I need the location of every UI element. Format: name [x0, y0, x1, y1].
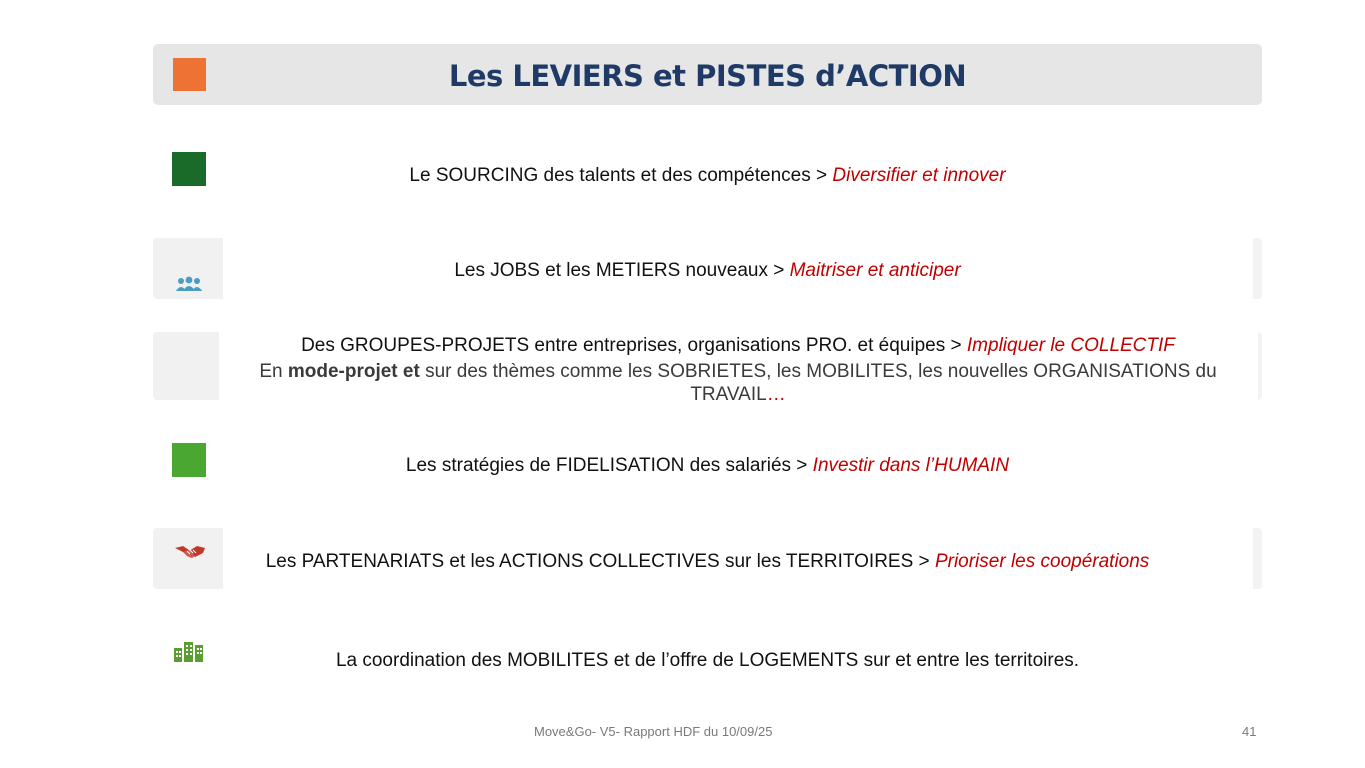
row-groupes-sub-rest: sur des thèmes comme les SOBRIETES, les MOBILITES, les nouvelles ORGANISATIONS du TRAVAIL [419, 361, 1217, 405]
row-fidelisation-text [153, 455, 1262, 477]
row-groupes-subtext [223, 360, 1253, 406]
row-fidelisation-label: Les stratégies de FIDELISATION des salariés > [405, 455, 813, 476]
row-groupes-projets [153, 332, 1262, 405]
page-number: 41 [1242, 724, 1257, 739]
row-sourcing [153, 140, 1262, 210]
row-jobs-accent: Maitriser et anticiper [789, 260, 961, 281]
footer-source: Move&Go- V5- Rapport HDF du 10/09/25 [534, 724, 773, 739]
row-partenariats-accent: Prioriser les coopérations [934, 551, 1150, 572]
title-bar [153, 44, 1262, 105]
row-mobilites-text [153, 650, 1262, 672]
row-fidelisation [153, 430, 1262, 500]
row-groupes-sub-ellipsis: … [766, 384, 786, 405]
slide-title: Les LEVIERS et PISTES d’ACTION [448, 59, 967, 93]
row-jobs-text [153, 260, 1262, 282]
row-mobilites-label: La coordination des MOBILITES et de l’offre de LOGEMENTS sur et entre les territoires. [335, 650, 1080, 671]
row-groupes-right-panel [1258, 332, 1262, 400]
row-groupes-text [223, 335, 1253, 357]
row-partenariats [153, 528, 1262, 589]
row-groupes-sub-prefix: En [259, 361, 288, 382]
row-groupes-left-panel [153, 332, 219, 400]
row-fidelisation-accent: Investir dans l’HUMAIN [812, 455, 1010, 476]
row-groupes-label: Des GROUPES-PROJETS entre entreprises, organisations PRO. et équipes > [301, 335, 967, 356]
row-mobilites [153, 628, 1262, 690]
row-sourcing-accent: Diversifier et innover [832, 165, 1006, 186]
row-sourcing-label: Le SOURCING des talents et des compétences > [409, 165, 833, 186]
row-groupes-accent: Impliquer le COLLECTIF [966, 335, 1175, 356]
row-sourcing-text [153, 165, 1262, 187]
row-partenariats-text [153, 551, 1262, 573]
row-jobs-label: Les JOBS et les METIERS nouveaux > [454, 260, 790, 281]
row-groupes-sub-bold: mode-projet et [287, 361, 420, 382]
row-partenariats-label: Les PARTENARIATS et les ACTIONS COLLECTIVES sur les TERRITOIRES > [265, 551, 935, 572]
row-jobs [153, 238, 1262, 299]
